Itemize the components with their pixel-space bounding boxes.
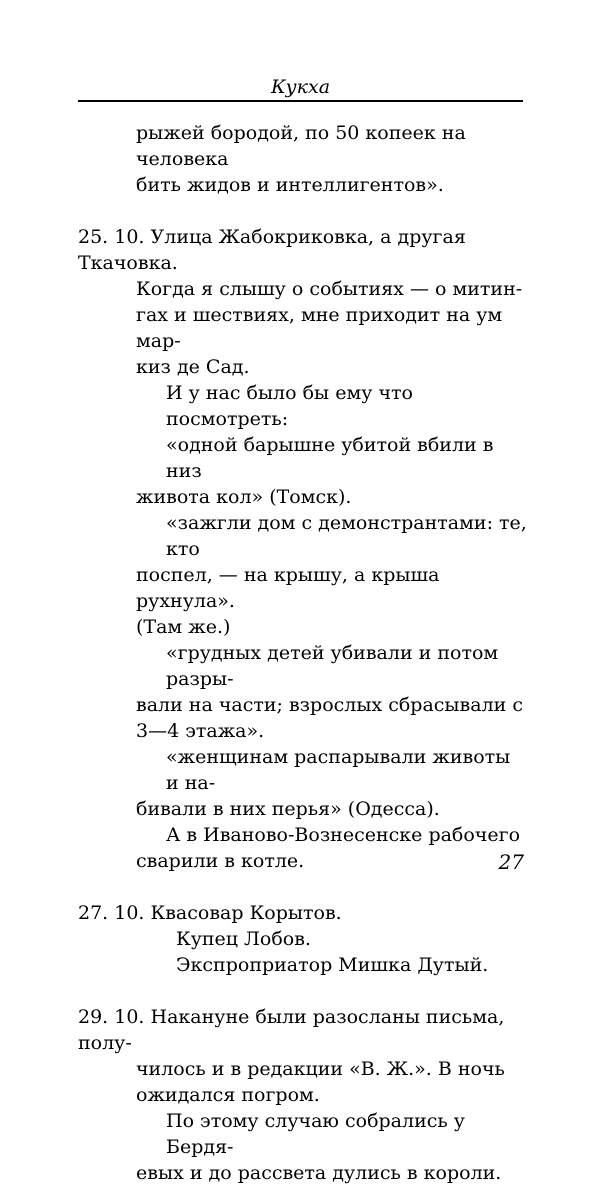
text-line: бить жидов и интеллигентов». <box>136 174 444 196</box>
text-line: 3—4 этажа». <box>136 720 265 742</box>
entry-text: Накануне были разосланы письма, полу- <box>78 1006 505 1054</box>
diary-entry <box>78 1004 528 1186</box>
text-line: И у нас было бы ему что посмотреть: <box>166 382 413 430</box>
text-line: чилось и в редакции «В. Ж.». В ночь <box>136 1058 505 1080</box>
text-line: гах и шествиях, мне приходит на ум мар- <box>136 304 503 352</box>
text-line: вали на части; взрослых сбрасывали с <box>136 694 523 716</box>
text-line: По этому случаю собрались у Бердя- <box>166 1110 465 1158</box>
text-line: живота кол» (Томск). <box>136 486 352 508</box>
text-line: «зажгли дом с демонстрантами: те, кто <box>166 512 527 560</box>
text-line: «женщинам распарывали животы и на- <box>166 746 511 794</box>
page-number: 27 <box>498 850 524 874</box>
text-line: «грудных детей убивали и потом разры- <box>166 642 499 690</box>
entry-text: Квасовар Корытов. <box>150 902 342 924</box>
entry-date: 27. 10. <box>78 902 145 924</box>
text-line: бивали в них перья» (Одесса). <box>136 798 440 820</box>
text-line: поспел, — на крышу, а крыша рухнула». <box>136 564 440 612</box>
header-rule <box>78 100 523 102</box>
text-line: (Там же.) <box>136 616 231 638</box>
entry-date: 29. 10. <box>78 1006 145 1028</box>
continuation-block <box>78 120 528 198</box>
entry-first-line <box>78 224 528 276</box>
running-title: Кукха <box>270 76 331 98</box>
diary-entry <box>78 224 528 874</box>
text-line: Когда я слышу о событиях — о митин- <box>136 278 523 300</box>
text-line: рыжей бородой, по 50 копеек на человека <box>136 122 466 170</box>
text-line: сварили в котле. <box>136 850 305 872</box>
text-line: ожидался погром. <box>136 1084 320 1106</box>
entry-first-line <box>78 900 528 926</box>
entry-text: Улица Жабокриковка, а другая Ткачовка. <box>78 226 466 274</box>
text-line: Экспроприатор Мишка Дутый. <box>176 954 489 976</box>
entry-date: 25. 10. <box>78 226 145 248</box>
text-line: Купец Лобов. <box>176 928 311 950</box>
text-line: А в Иваново-Вознесенске рабочего <box>166 824 521 846</box>
text-line: евых и до рассвета дулись в короли. <box>136 1162 502 1184</box>
page-body <box>78 120 528 1186</box>
text-line: киз де Сад. <box>136 356 250 378</box>
entry-first-line <box>78 1004 528 1056</box>
diary-entry <box>78 900 528 978</box>
text-line: «одной барышне убитой вбили в низ <box>166 434 494 482</box>
